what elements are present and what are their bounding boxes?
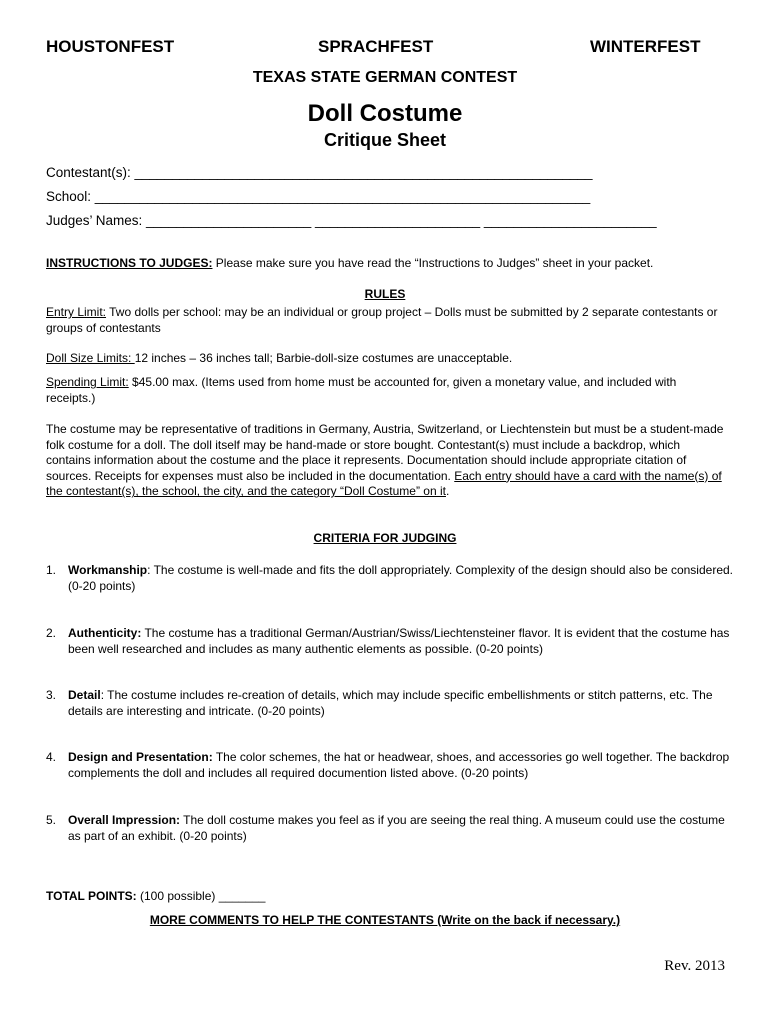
more-comments-heading: MORE COMMENTS TO HELP THE CONTESTANTS (Write on the back if necessary.) [149, 913, 621, 927]
doll-size-label: Doll Size Limits: [46, 351, 135, 365]
criterion-label: Detail [68, 688, 101, 702]
spending-limit-text: $45.00 max. (Items used from home must be accounted for, given a monetary value, and included with receipts.) [46, 375, 677, 405]
criterion-label: Authenticity: [68, 626, 142, 640]
total-points-blank[interactable]: (100 possible) _______ [136, 889, 266, 903]
criterion-overall-impression [46, 812, 736, 844]
total-points-label: TOTAL POINTS: [46, 889, 137, 903]
criterion-number: 2. [46, 626, 57, 640]
criterion-workmanship [46, 562, 736, 594]
entry-limit-rule [46, 305, 726, 336]
doll-size-rule [46, 351, 726, 367]
criterion-text: : The costume is well-made and fits the doll appropriately. Complexity of the design should also be considered. (0-20 points) [68, 563, 733, 593]
spending-limit-rule [46, 375, 726, 406]
criterion-number: 1. [46, 563, 57, 577]
criterion-label: Overall Impression: [68, 813, 181, 827]
criterion-detail [46, 687, 736, 719]
criterion-number: 5. [46, 813, 57, 827]
criterion-text: The color schemes, the hat or headwear, shoes, and accessories go well together. The backdrop complements the doll and includes all required documention listed above. (0-20 points) [68, 750, 730, 780]
spending-limit-label: Spending Limit: [46, 375, 129, 389]
judges-names-field[interactable]: Judges’ Names: ______________________ ______________________ _______________________ [46, 213, 657, 228]
page-title: Doll Costume [307, 100, 463, 127]
criterion-text: : The costume includes re-creation of details, which may include specific embellishments or stitch patterns, etc. The details are interesting and intricate. (0-20 points) [68, 688, 713, 718]
entry-limit-label: Entry Limit: [46, 305, 107, 319]
header-houstonfest: HOUSTONFEST [46, 37, 175, 56]
doll-size-text: 12 inches – 36 inches tall; Barbie-doll-size costumes are unacceptable. [134, 351, 513, 365]
entry-card-requirement: Each entry should have a card with the name(s) of the contestant(s), the school, the city, and the category “Doll Costume” on it [46, 468, 722, 499]
criterion-label: Design and Presentation: [68, 750, 213, 764]
contest-name: TEXAS STATE GERMAN CONTEST [252, 69, 518, 86]
criterion-text: The costume has a traditional German/Austrian/Swiss/Liechtensteiner flavor. It is evident that the costume has been well researched and includes as many authentic elements as possible. (0-20 points) [68, 626, 730, 656]
instructions-text: Please make sure you have read the “Instructions to Judges” sheet in your packet. [212, 256, 654, 270]
revision-label: Rev. 2013 [664, 958, 725, 974]
total-points [46, 889, 726, 905]
criterion-authenticity [46, 625, 736, 657]
instructions-to-judges [46, 256, 726, 272]
criterion-label: Workmanship [68, 563, 148, 577]
page-subtitle: Critique Sheet [323, 130, 447, 150]
header-winterfest: WINTERFEST [590, 37, 701, 56]
contestants-field[interactable]: Contestant(s): _____________________________________________________________ [46, 165, 593, 180]
entry-limit-text: Two dolls per school: may be an individual or group project – Dolls must be submitted by 2 separate contestants or groups of contestants [46, 305, 718, 335]
school-field[interactable]: School: __________________________________________________________________ [46, 189, 591, 204]
criterion-number: 3. [46, 688, 57, 702]
rules-heading: RULES [364, 287, 406, 301]
criterion-number: 4. [46, 750, 57, 764]
paragraph-period: . [445, 484, 450, 499]
header-sprachfest: SPRACHFEST [318, 37, 434, 56]
costume-rules-text: The costume may be representative of traditions in Germany, Austria, Switzerland, or Liechtenstein but must be a student-made folk costume for a doll. The doll itself may be hand-made or store bought. Contestant(s) must include a backdrop, which contains information about the costume and the place it represents. Documentation should include appropriate citation of sources. Receipts for expenses must also be included in the documentation. [46, 422, 724, 483]
criterion-design-presentation [46, 749, 736, 781]
criteria-heading: CRITERIA FOR JUDGING [313, 531, 457, 545]
costume-rules-paragraph [46, 422, 726, 500]
criterion-text: The doll costume makes you feel as if you are seeing the real thing. A museum could use the costume as part of an exhibit. (0-20 points) [68, 813, 725, 843]
instructions-label: INSTRUCTIONS TO JUDGES: [46, 256, 213, 270]
